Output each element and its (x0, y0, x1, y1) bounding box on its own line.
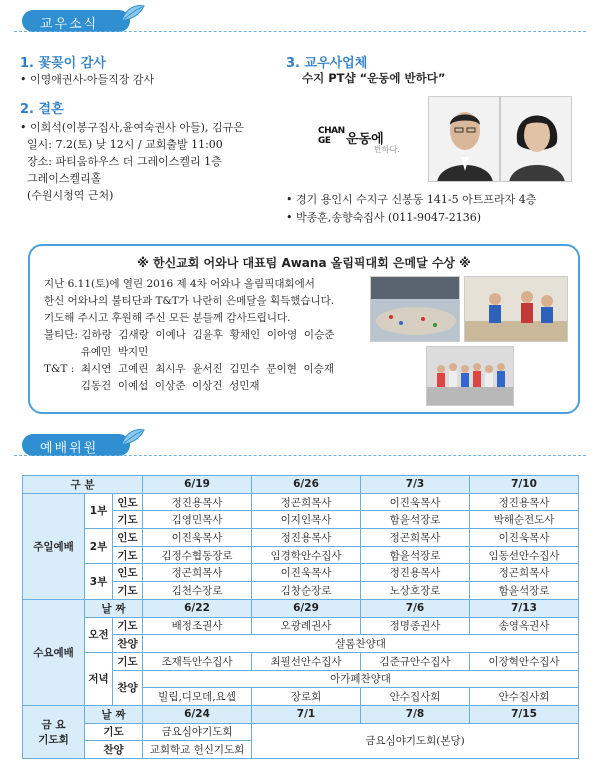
cell-person: 배정조권사 (143, 617, 252, 635)
cell-person: 이장혁안수집사 (470, 652, 579, 670)
news-item2-title: 2. 결혼 (20, 102, 64, 117)
role-label: 인도 (113, 493, 143, 511)
cell-person: 최필선안수집사 (252, 652, 361, 670)
role-label: 기도 (85, 723, 143, 741)
cell-person: 정진용목사 (361, 564, 470, 582)
table-row (23, 493, 579, 511)
cell-choir: 샬롬찬양대 (143, 635, 579, 653)
friday-date: 7/1 (252, 705, 361, 723)
role-label: 기도 (113, 617, 143, 635)
table-row (23, 617, 579, 635)
sunday-date: 7/3 (361, 476, 470, 494)
cell-person: 정진용목사 (252, 529, 361, 547)
cell-person: 김영민목사 (143, 511, 252, 529)
cell-person: 이진욱목사 (143, 529, 252, 547)
role-label: 찬양 (113, 635, 143, 653)
cell-person: 함윤석장로 (361, 546, 470, 564)
news-section-header (14, 8, 586, 34)
leaf-icon (120, 4, 146, 22)
service-name: 1부 (85, 493, 113, 528)
award-photo-game (464, 276, 568, 342)
cell-choir: 아가페찬양대 (143, 670, 579, 688)
cell-person: 임동선안수집사 (470, 546, 579, 564)
role-label: 찬양 (113, 670, 143, 705)
leaf-icon (120, 428, 146, 446)
wednesday-date: 6/29 (252, 599, 361, 617)
service-name: 2부 (85, 529, 113, 564)
cell-person: 오광례권사 (252, 617, 361, 635)
award-title: ※ 한신교회 어와나 대표팀 Awana 올림픽대회 은메달 수상 ※ (137, 256, 471, 270)
table-row (23, 723, 579, 741)
award-line-1: 지난 6.11(토)에 열린 2016 제 4차 어와나 올림픽대회에서 (44, 278, 315, 290)
cell-person: 함윤석장로 (470, 582, 579, 600)
cell-choir: 장로회 (252, 688, 361, 706)
news-item3-title: 3. 교우사업체 (286, 56, 368, 71)
cell-person: 정곤희목사 (143, 564, 252, 582)
cell-choir: 안수집사회 (470, 688, 579, 706)
friday-label-line-1: 금 요 (41, 718, 66, 731)
friday-date-label: 날 짜 (85, 705, 143, 723)
header-category: 구 분 (23, 476, 143, 494)
cell-person: 김창순장로 (252, 582, 361, 600)
award-line-3: 기도해 주시고 후원해 주신 모든 분들께 감사드립니다. (44, 312, 291, 324)
friday-date: 7/15 (470, 705, 579, 723)
wednesday-morning-label: 오전 (85, 617, 113, 652)
sunday-date: 6/19 (143, 476, 252, 494)
cell-person: 조재득안수집사 (143, 652, 252, 670)
role-label: 기도 (113, 546, 143, 564)
news-header-label: 교우소식 (22, 10, 130, 32)
table-row (23, 564, 579, 582)
wednesday-date: 6/22 (143, 599, 252, 617)
news-item2-line-4: 그레이스켈리홀 (20, 172, 102, 185)
change-logo: CHANGE 운동에 반하다. (318, 126, 400, 154)
worship-section-header (14, 432, 586, 458)
cell-person: 정곤희목사 (252, 493, 361, 511)
portrait-photo-woman (500, 96, 572, 182)
wednesday-date: 7/6 (361, 599, 470, 617)
sunday-service-label: 주일예배 (23, 493, 85, 599)
header-divider (14, 31, 586, 32)
cell-person: 이진욱목사 (252, 564, 361, 582)
role-label: 인도 (113, 564, 143, 582)
header-divider (14, 455, 586, 456)
friday-date: 7/8 (361, 705, 470, 723)
cell-person: 이지인목사 (252, 511, 361, 529)
role-label: 인도 (113, 529, 143, 547)
cell-person: 함윤석장로 (361, 511, 470, 529)
award-line-2: 한신 어와나의 불티단과 T&T가 나란히 은메달을 획득했습니다. (44, 295, 335, 307)
table-row (23, 529, 579, 547)
sunday-date: 6/26 (252, 476, 361, 494)
role-label: 찬양 (85, 741, 143, 759)
news-item1-line: • 이영애권사-아들직장 감사 (20, 73, 155, 86)
news-item1-title: 1. 꽃꽂이 감사 (20, 56, 106, 71)
sunday-date: 7/10 (470, 476, 579, 494)
cell-person: 박해순전도사 (470, 511, 579, 529)
award-line-7: 김동건 이예섭 이상준 이상건 성민재 (44, 380, 260, 392)
friday-date: 6/24 (143, 705, 252, 723)
cell-person: 교회학교 헌신기도회 (143, 741, 252, 759)
cell-person: 노상호장로 (361, 582, 470, 600)
table-row (23, 705, 579, 723)
portrait-photo-man (428, 96, 500, 182)
wednesday-service-label: 수요예배 (23, 599, 85, 705)
cell-person: 정진용목사 (470, 493, 579, 511)
award-photo-group (426, 346, 514, 406)
wednesday-date: 7/13 (470, 599, 579, 617)
cell-person: 김천수장로 (143, 582, 252, 600)
cell-person: 김정수협동장로 (143, 546, 252, 564)
role-label: 기도 (113, 652, 143, 670)
wednesday-date-label: 날 짜 (85, 599, 143, 617)
cell-person: 이진욱목사 (470, 529, 579, 547)
cell-choir: 빌립,디모데,요셉 (143, 688, 252, 706)
friday-service-label (23, 705, 85, 758)
worship-header-label: 예배위원 (22, 434, 130, 456)
worship-schedule-table (22, 475, 579, 759)
friday-label-line-2: 기도회 (38, 733, 69, 746)
news-item2-line-3: 장소: 파티움하우스 더 그레이스켈리 1층 (20, 155, 222, 168)
cell-choir: 안수집사회 (361, 688, 470, 706)
news-item3-subtitle: 수지 PT샵 “운동에 반하다” (302, 71, 446, 85)
role-label: 기도 (113, 582, 143, 600)
wednesday-evening-label: 저녁 (85, 652, 113, 705)
cell-person: 정명종권사 (361, 617, 470, 635)
award-photo-arena (370, 276, 460, 342)
award-line-5: 유예민 박지민 (44, 346, 149, 358)
cell-person: 정진용목사 (143, 493, 252, 511)
award-line-4: 불티단: 김하랑 김새랑 이예나 김윤후 황채인 이아영 이승준 (44, 329, 335, 341)
cell-person: 정곤희목사 (361, 529, 470, 547)
table-row (23, 599, 579, 617)
news-item2-line-5: (수원시청역 근처) (20, 189, 114, 202)
news-item2-line-1: • 이희석(이봉구집사,윤여숙권사 아들), 김규은 (20, 121, 244, 134)
service-name: 3부 (85, 564, 113, 599)
cell-person: 송영옥권사 (470, 617, 579, 635)
news-item2-line-2: 일시: 7.2(토) 낮 12시 / 교회출발 11:00 (20, 138, 223, 151)
news-item3-address: • 경기 용인시 수지구 신봉동 141-5 아트프라자 4층 (286, 193, 537, 206)
cell-person: 김준규안수집사 (361, 652, 470, 670)
award-line-6: T&T : 최시연 고예린 최시우 윤서진 김민수 문이현 이승재 (44, 363, 334, 375)
table-row (23, 476, 579, 494)
role-label: 기도 (113, 511, 143, 529)
cell-friday-rest: 금요심야기도회(본당) (252, 723, 579, 758)
news-item3-contact: • 박종훈,송향숙집사 (011-9047-2136) (286, 211, 481, 224)
cell-person: 금요심야기도회 (143, 723, 252, 741)
cell-person: 임경학안수집사 (252, 546, 361, 564)
cell-person: 정곤희목사 (470, 564, 579, 582)
table-row (23, 652, 579, 670)
cell-person: 이진욱목사 (361, 493, 470, 511)
